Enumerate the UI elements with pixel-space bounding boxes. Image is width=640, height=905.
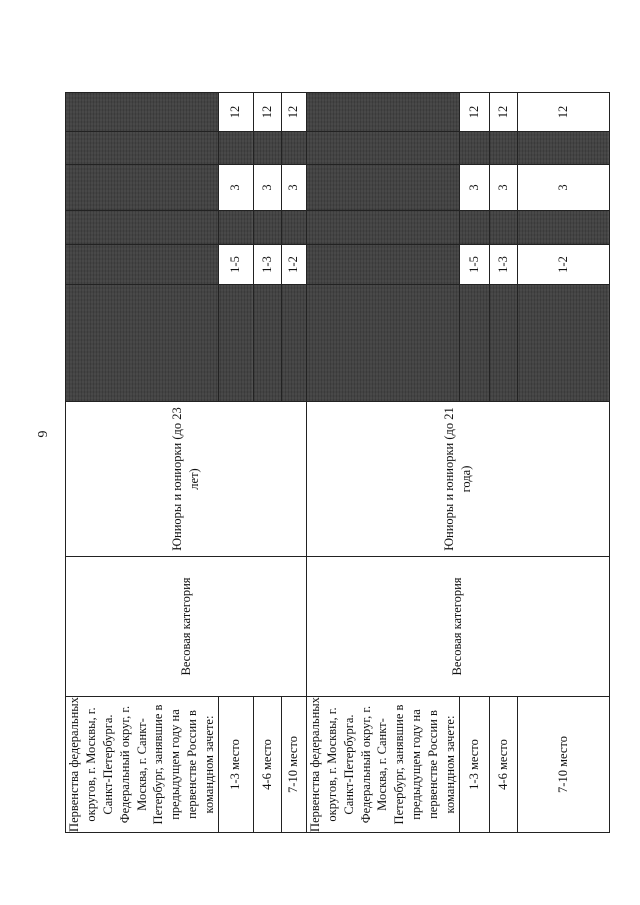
block1-row2-mid: 3 — [253, 165, 281, 211]
block2-row1-total: 12 — [459, 93, 489, 132]
block1-place-2: 4-6 место — [253, 697, 281, 833]
block2-age-group: Юниоры и юниорки (до 21 года) — [306, 402, 609, 557]
block2-row2-mid: 3 — [489, 165, 517, 211]
block2-row3-range: 1-2 — [517, 245, 609, 285]
block1-place-3: 7-10 место — [281, 697, 306, 833]
block1-row3-mid: 3 — [281, 165, 306, 211]
rotated-table-container — [65, 93, 570, 833]
block2-row1-range: 1-5 — [459, 245, 489, 285]
block2-place-2: 4-6 место — [489, 697, 517, 833]
block2-row2-total: 12 — [489, 93, 517, 132]
block1-header-row — [66, 93, 219, 833]
block1-row1-range: 1-5 — [218, 245, 253, 285]
block1-age-group: Юниоры и юниорки (до 23 лет) — [66, 402, 307, 557]
block2-row3-mid: 3 — [517, 165, 609, 211]
block2-place-3: 7-10 место — [517, 697, 609, 833]
block2-row1-mid: 3 — [459, 165, 489, 211]
block1-description: Первенства федеральных округов, г. Москвы, г. Санкт-Петербурга. Федеральный округ, г. Москва, г. Санкт-Петербург, занявшие в предыдущем году на первенстве России в командном зачете: — [66, 697, 219, 833]
block2-category: Весовая категория — [306, 557, 609, 697]
block2-place-1: 1-3 место — [459, 697, 489, 833]
block2-row3-total: 12 — [517, 93, 609, 132]
block1-row3-total: 12 — [281, 93, 306, 132]
page-number: 6 — [34, 430, 49, 438]
competition-table — [65, 92, 610, 833]
block1-row1-mid: 3 — [218, 165, 253, 211]
block2-description: Первенства федеральных округов, г. Москвы, г. Санкт-Петербурга. Федеральный округ, г. Москва, г. Санкт-Петербург, занявшие в предыдущем году на первенстве России в командном зачете: — [306, 697, 459, 833]
block1-row2-total: 12 — [253, 93, 281, 132]
block2-row2-range: 1-3 — [489, 245, 517, 285]
block1-row1-total: 12 — [218, 93, 253, 132]
block1-place-1: 1-3 место — [218, 697, 253, 833]
block1-row3-range: 1-2 — [281, 245, 306, 285]
block1-row2-range: 1-3 — [253, 245, 281, 285]
block2-header-row — [306, 93, 459, 833]
block1-category: Весовая категория — [66, 557, 307, 697]
